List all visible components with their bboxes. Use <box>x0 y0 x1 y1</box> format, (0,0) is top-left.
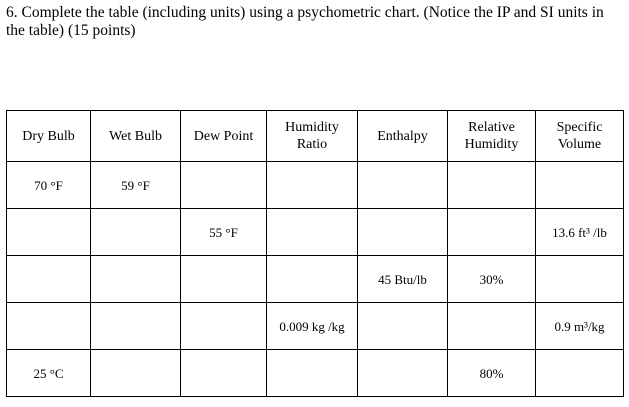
question-text: 6. Complete the table (including units) using a psychometric chart. (Notice the IP and SI units in the table) (15 points) <box>6 4 604 39</box>
cell-dew-point[interactable] <box>181 350 267 397</box>
header-humidity-ratio: Humidity Ratio <box>267 111 358 162</box>
cell-enthalpy[interactable] <box>358 162 448 209</box>
cell-wet-bulb[interactable] <box>91 303 181 350</box>
cell-dew-point[interactable] <box>181 303 267 350</box>
header-enthalpy: Enthalpy <box>358 111 448 162</box>
table-row <box>7 350 624 397</box>
table-row <box>7 256 624 303</box>
cell-enthalpy[interactable] <box>358 303 448 350</box>
cell-humidity-ratio[interactable] <box>267 162 358 209</box>
table-header-row <box>7 111 624 162</box>
cell-humidity-ratio[interactable] <box>267 209 358 256</box>
table-row <box>7 209 624 256</box>
psychrometric-table <box>6 110 624 397</box>
header-wet-bulb: Wet Bulb <box>91 111 181 162</box>
header-relative-humidity: Relative Humidity <box>448 111 536 162</box>
cell-enthalpy[interactable] <box>358 209 448 256</box>
cell-dry-bulb[interactable] <box>7 303 91 350</box>
cell-relative-humidity[interactable]: 30% <box>448 256 536 303</box>
cell-specific-volume[interactable]: 0.9 m³/kg <box>536 303 624 350</box>
cell-dry-bulb[interactable] <box>7 256 91 303</box>
cell-wet-bulb[interactable] <box>91 256 181 303</box>
cell-enthalpy[interactable]: 45 Btu/lb <box>358 256 448 303</box>
cell-relative-humidity[interactable]: 80% <box>448 350 536 397</box>
cell-specific-volume[interactable] <box>536 162 624 209</box>
cell-humidity-ratio[interactable] <box>267 256 358 303</box>
cell-dew-point[interactable]: 55 °F <box>181 209 267 256</box>
cell-relative-humidity[interactable] <box>448 303 536 350</box>
cell-dew-point[interactable] <box>181 162 267 209</box>
cell-humidity-ratio[interactable] <box>267 350 358 397</box>
cell-wet-bulb[interactable] <box>91 350 181 397</box>
cell-humidity-ratio[interactable]: 0.009 kg /kg <box>267 303 358 350</box>
cell-specific-volume[interactable]: 13.6 ft³ /lb <box>536 209 624 256</box>
cell-specific-volume[interactable] <box>536 256 624 303</box>
cell-dry-bulb[interactable] <box>7 209 91 256</box>
header-dew-point: Dew Point <box>181 111 267 162</box>
cell-enthalpy[interactable] <box>358 350 448 397</box>
cell-dew-point[interactable] <box>181 256 267 303</box>
cell-dry-bulb[interactable]: 25 °C <box>7 350 91 397</box>
cell-relative-humidity[interactable] <box>448 209 536 256</box>
cell-relative-humidity[interactable] <box>448 162 536 209</box>
cell-specific-volume[interactable] <box>536 350 624 397</box>
cell-wet-bulb[interactable] <box>91 209 181 256</box>
header-dry-bulb: Dry Bulb <box>7 111 91 162</box>
cell-dry-bulb[interactable]: 70 °F <box>7 162 91 209</box>
table-row <box>7 303 624 350</box>
header-specific-volume: Specific Volume <box>536 111 624 162</box>
cell-wet-bulb[interactable]: 59 °F <box>91 162 181 209</box>
table-row <box>7 162 624 209</box>
